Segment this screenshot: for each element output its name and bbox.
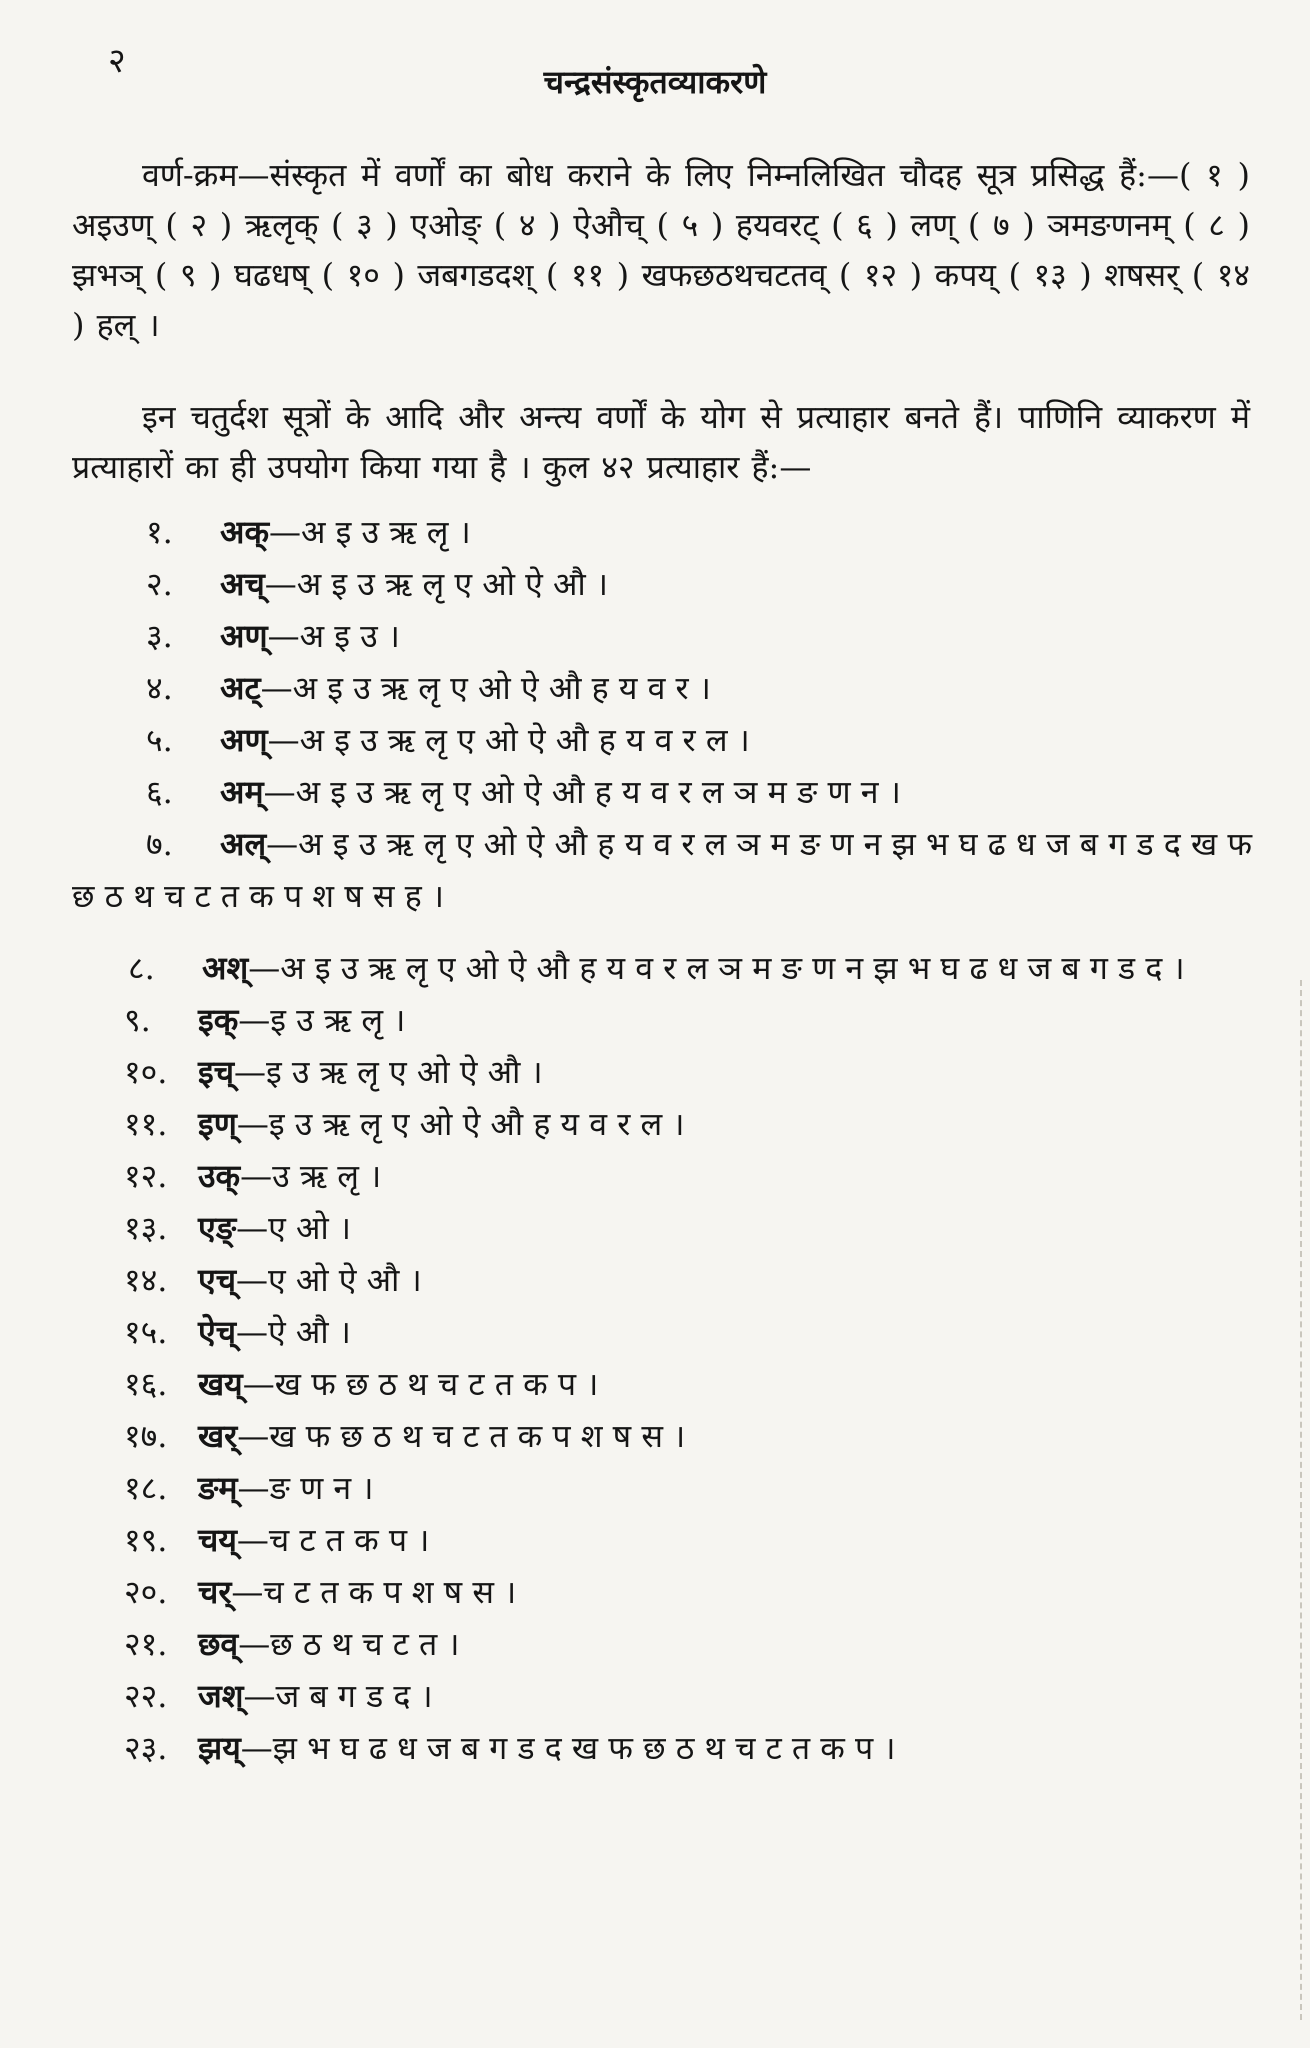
list-item: ८. अश्—अ इ उ ऋ लृ ए ओ ऐ औ ह य व र ल ञ म ङ ण न झ भ घ ढ ध ज ब ग ड द ।: [128, 949, 1185, 987]
list-item: १७. खर्—ख फ छ ठ थ च ट त क प श ष स ।: [124, 1417, 686, 1455]
list-item: १८. ङम्—ङ ण न ।: [124, 1469, 374, 1507]
list-item: ९. इक्—इ उ ऋ लृ ।: [124, 1001, 406, 1039]
list-item: २. अच्—अ इ उ ऋ लृ ए ओ ऐ औ ।: [146, 565, 609, 603]
list-item: १०. इच्—इ उ ऋ लृ ए ओ ऐ औ ।: [124, 1053, 543, 1091]
list-item: १५. ऐच्—ऐ औ ।: [124, 1313, 351, 1351]
page-number: २: [108, 41, 126, 81]
list-item: ४. अट्—अ इ उ ऋ लृ ए ओ ऐ औ ह य व र ।: [146, 669, 711, 707]
pratyahara-paragraph: [72, 392, 1250, 492]
list-item: १. अक्—अ इ उ ऋ लृ ।: [146, 513, 471, 551]
margin-rule: [1300, 980, 1302, 2020]
list-item: १६. खय्—ख फ छ ठ थ च ट त क प ।: [124, 1365, 599, 1403]
list-item: २३. झय्—झ भ घ ढ ध ज ब ग ड द ख फ छ ठ थ च ट त क प ।: [124, 1729, 896, 1767]
list-item: ११. इण्—इ उ ऋ लृ ए ओ ऐ औ ह य व र ल ।: [124, 1105, 685, 1143]
pratyahara-text: इन चतुर्दश सूत्रों के आदि और अन्त्य वर्णों के योग से प्रत्याहार बनते हैं। पाणिनि व्याकरण में प्रत्याहारों का ही उपयोग किया गया है । कुल ४२ प्रत्याहार हैं:—: [72, 398, 1250, 486]
list-item: २०. चर्—च ट त क प श ष स ।: [124, 1573, 517, 1611]
list-item: ६. अम्—अ इ उ ऋ लृ ए ओ ऐ औ ह य व र ल ञ म ङ ण न ।: [146, 773, 901, 811]
list-item: १२. उक्—उ ऋ लृ ।: [124, 1157, 382, 1195]
running-head: चन्द्रसंस्कृतव्याकरणे: [543, 63, 767, 101]
list-item: १४. एच्—ए ओ ऐ औ ।: [124, 1261, 422, 1299]
list-item: १३. एङ्—ए ओ ।: [124, 1209, 351, 1247]
pratyahara-list: [72, 506, 1252, 1774]
list-item: १९. चय्—च ट त क प ।: [124, 1521, 430, 1559]
list-item: ५. अण्—अ इ उ ऋ लृ ए ओ ऐ औ ह य व र ल ।: [146, 721, 750, 759]
list-item: ७. अल्—अ इ उ ऋ लृ ए ओ ऐ औ ह य व र ल ञ म ङ ण न झ भ घ ढ ध ज ब ग ड द ख फ छ ठ थ च ट त क प श ष स ह ।: [72, 825, 1252, 915]
list-item: ३. अण्—अ इ उ ।: [146, 617, 400, 655]
list-item: २१. छव्—छ ठ थ च ट त ।: [124, 1625, 460, 1663]
intro-paragraph: [72, 150, 1250, 350]
intro-text: वर्ण-क्रम—संस्कृत में वर्णों का बोध कराने के लिए निम्नलिखित चौदह सूत्र प्रसिद्ध हैं:—( १ ) अइउण् ( २ ) ऋलृक् ( ३ ) एओङ् ( ४ ) ऐऔच् ( ५ ) हयवरट् ( ६ ) लण् ( ७ ) ञमङणनम् ( ८ ) झभञ् ( ९ ) घढधष् ( १० ) जबगडदश् ( ११ ) खफछठथचटतव् ( १२ ) कपय् ( १३ ) शषसर् ( १४ ) हल् ।: [72, 156, 1250, 344]
list-item: २२. जश्—ज ब ग ड द ।: [124, 1677, 433, 1715]
